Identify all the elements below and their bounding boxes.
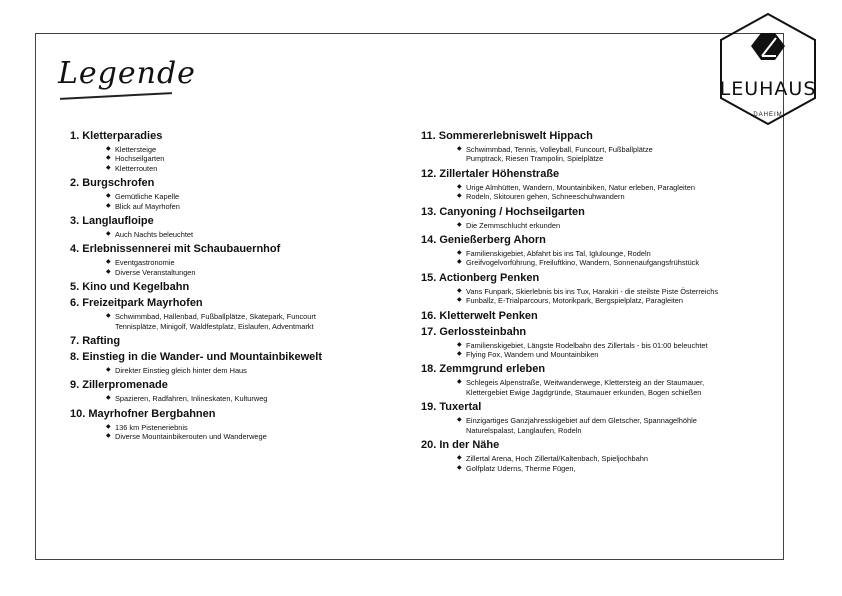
section-title: 17. Gerlossteinbahn [421, 325, 527, 338]
section-items [457, 341, 781, 360]
section-title: 10. Mayrhofner Bergbahnen [70, 407, 216, 420]
brand-subtitle: DAHEIM [753, 112, 783, 118]
legend-section [70, 351, 390, 375]
section-title: 15. Actionberg Penken [421, 271, 540, 284]
section-title: 5. Kino und Kegelbahn [70, 281, 190, 294]
list-item: ◆ Gemütliche Kapelle [106, 192, 390, 201]
list-item: ◆ Golfplatz Uderns, Therme Fügen, [457, 464, 781, 473]
section-title: 1. Kletterparadies [70, 130, 163, 142]
section-title: 6. Freizeitpark Mayrhofen [70, 297, 203, 310]
section-title: 9. Zillerpromenade [70, 379, 168, 392]
section-title: 19. Tuxertal [421, 401, 482, 414]
section-items [106, 230, 390, 239]
legend-section [421, 310, 781, 323]
section-title: 13. Canyoning / Hochseilgarten [421, 205, 585, 218]
section-title: 8. Einstieg in die Wander- und Mountainbikewelt [70, 351, 322, 364]
section-title: 12. Zillertaler Höhenstraße [421, 167, 560, 180]
section-items [106, 394, 390, 403]
list-item: ◆ Schlegeis Alpenstraße, Weitwanderwege, Klettersteig an der Staumauer, Klettergebiet Ewige Jagdgründe, Staumauer erkunden, Bogen schießen [457, 378, 781, 397]
section-items [106, 258, 390, 277]
section-title: 14. Genießerberg Ahorn [421, 234, 546, 247]
legend-section [421, 326, 781, 360]
list-item: ◆ Kletterrouten [106, 164, 390, 173]
section-title: 20. In der Nähe [421, 439, 500, 452]
legend-section [70, 335, 390, 348]
legend-section [421, 363, 781, 397]
section-items [457, 221, 781, 230]
list-item: ◆ Urige Almhütten, Wandern, Mountainbiken, Natur erleben, Paragleiten [457, 183, 781, 192]
list-item: ◆ Blick auf Mayrhofen [106, 202, 390, 211]
list-item: ◆ Schwimmbad, Hallenbad, Fußballplätze, Skatepark, Funcourt Tennisplätze, Minigolf, Waldfestplatz, Eislaufen, Adventmarkt [106, 312, 390, 331]
list-item: ◆ Diverse Veranstaltungen [106, 268, 390, 277]
legend-section [421, 206, 781, 230]
section-title: 3. Langlaufloipe [70, 215, 154, 228]
section-items [106, 145, 390, 173]
section-items [457, 145, 781, 164]
legend-section [70, 408, 390, 442]
brand-logo [718, 8, 818, 130]
list-item: ◆ Eventgastronomie [106, 258, 390, 267]
list-item: ◆ Rodeln, Skitouren gehen, Schneeschuhwandern [457, 192, 781, 201]
list-item: ◆ Hochseilgarten [106, 154, 390, 163]
legend-section [70, 215, 390, 239]
section-items [106, 423, 390, 442]
section-items [106, 192, 390, 211]
list-item: ◆ Familienskigebiet, Abfahrt bis ins Tal, Iglulounge, Rodeln [457, 249, 781, 258]
section-items [457, 378, 781, 397]
list-item: ◆ Auch Nachts beleuchtet [106, 230, 390, 239]
legend-section [70, 379, 390, 403]
brand-name: LEUHAUS [719, 78, 817, 100]
section-title: 18. Zemmgrund erleben [421, 363, 546, 376]
list-item: ◆ 136 km Pisteneriebnis [106, 423, 390, 432]
list-item: ◆ Schwimmbad, Tennis, Volleyball, Funcourt, Fußballplätze Pumptrack, Riesen Trampolin, Spielplätze [457, 145, 781, 164]
list-item: ◆ Vans Funpark, Skierlebnis bis ins Tux, Harakiri - die steilste Piste Österreichs [457, 287, 781, 296]
legend-heading: Legende [58, 56, 196, 91]
list-item: ◆ Zillertal Arena, Hoch Zillertal/Kaltenbach, Spieljochbahn [457, 454, 781, 463]
right-column [421, 130, 781, 477]
section-items [457, 416, 781, 435]
legend-section [421, 234, 781, 268]
legend-section [70, 130, 390, 173]
legend-section [70, 297, 390, 331]
section-items [457, 183, 781, 202]
section-items [457, 287, 781, 306]
section-items [457, 454, 781, 473]
section-items [457, 249, 781, 268]
legend-section [70, 177, 390, 211]
list-item: ◆ Die Zemmschlucht erkunden [457, 221, 781, 230]
list-item: ◆ Diverse Mountainbikerouten und Wanderwege [106, 432, 390, 441]
section-title: 16. Kletterwelt Penken [421, 309, 538, 322]
section-title: 4. Erlebnissennerei mit Schaubauernhof [70, 243, 281, 256]
section-items [106, 312, 390, 331]
list-item: ◆ Greifvogelvorführung, Freiluftkino, Wandern, Sonnenaufgangsfrühstück [457, 258, 781, 267]
legend-section [421, 439, 781, 473]
legend-section [421, 168, 781, 202]
legend-section [70, 243, 390, 277]
list-item: ◆ Funballz, E-Trialparcours, Motorikpark, Bergspielplatz, Paragleiten [457, 296, 781, 305]
list-item: ◆ Spazieren, Radfahren, Inlineskaten, Kulturweg [106, 394, 390, 403]
left-column [70, 130, 390, 446]
list-item: ◆ Flying Fox, Wandern und Mountainbiken [457, 350, 781, 359]
legend-section [421, 272, 781, 306]
list-item: ◆ Klettersteige [106, 145, 390, 154]
legend-section [421, 130, 781, 164]
list-item: ◆ Einzigartiges Ganzjahresskigebiet auf dem Gletscher, Spannagelhöhle Naturelspalast, Langlaufen, Rodeln [457, 416, 781, 435]
section-items [106, 366, 390, 375]
list-item: ◆ Direkter Einstieg gleich hinter dem Haus [106, 366, 390, 375]
legend-section [421, 401, 781, 435]
section-title: 11. Sommererlebniswelt Hippach [421, 130, 593, 142]
list-item: ◆ Familienskigebiet, Längste Rodelbahn des Zillertals - bis 01:00 beleuchtet [457, 341, 781, 350]
legend-section [70, 281, 390, 294]
section-title: 2. Burgschrofen [70, 177, 155, 190]
section-title: 7. Rafting [70, 335, 121, 348]
